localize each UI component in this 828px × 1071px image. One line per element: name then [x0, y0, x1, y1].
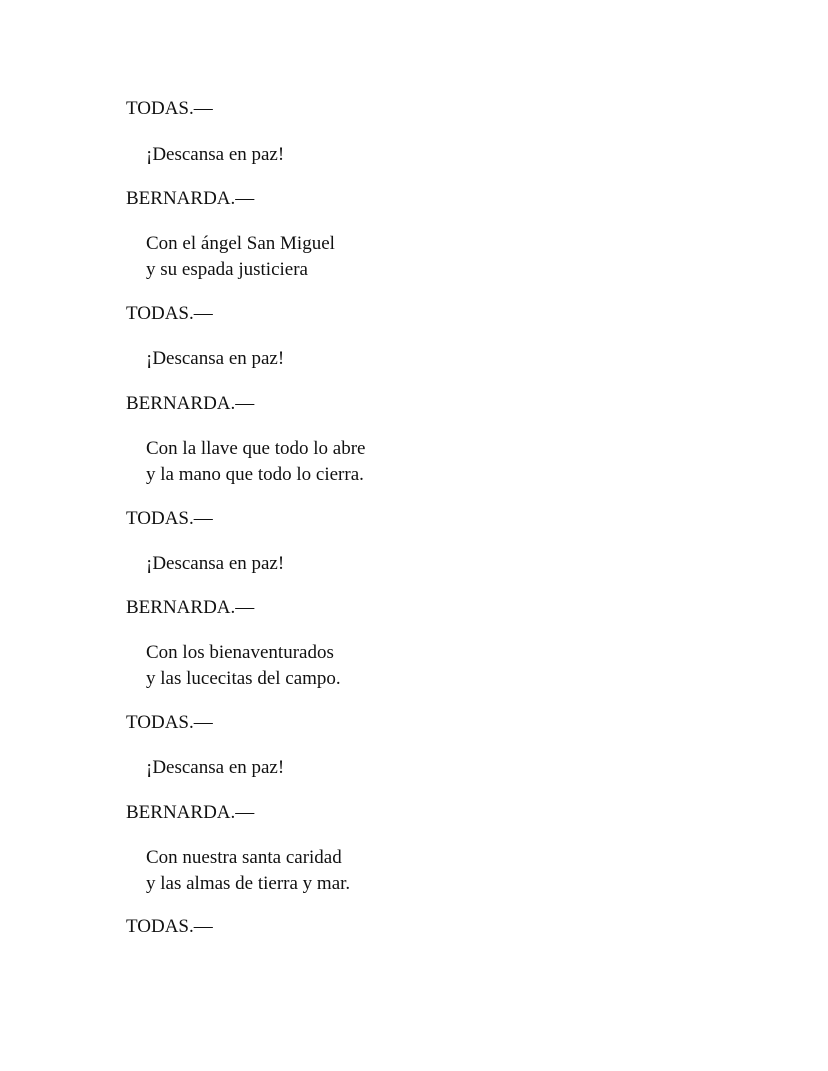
verse-line: ¡Descansa en paz! [146, 144, 285, 165]
speaker-label: TODAS.— [126, 98, 213, 119]
verse [146, 231, 335, 283]
verse-line: ¡Descansa en paz! [146, 553, 285, 574]
verse [146, 551, 284, 577]
verse-line: Con el ángel San Miguel [146, 233, 335, 254]
speaker-label: TODAS.— [126, 712, 213, 733]
verse [146, 845, 350, 897]
verse-line: Con los bienaventurados [146, 642, 334, 663]
verse [146, 142, 284, 168]
speaker-label: BERNARDA.— [126, 188, 255, 209]
speaker-label: BERNARDA.— [126, 393, 255, 414]
speaker-label: TODAS.— [126, 916, 213, 937]
verse-line: y su espada justiciera [146, 259, 308, 280]
verse [146, 755, 284, 781]
verse-line: y la mano que todo lo cierra. [146, 464, 364, 485]
speaker-label: BERNARDA.— [126, 802, 255, 823]
verse [146, 436, 366, 488]
verse [146, 640, 341, 692]
speaker-label: BERNARDA.— [126, 597, 255, 618]
verse-line: y las lucecitas del campo. [146, 668, 341, 689]
verse [146, 346, 284, 372]
speaker-label: TODAS.— [126, 508, 213, 529]
verse-line: Con la llave que todo lo abre [146, 438, 366, 459]
verse-line: ¡Descansa en paz! [146, 757, 285, 778]
verse-line: ¡Descansa en paz! [146, 348, 285, 369]
verse-line: Con nuestra santa caridad [146, 847, 342, 868]
speaker-label: TODAS.— [126, 303, 213, 324]
verse-line: y las almas de tierra y mar. [146, 873, 351, 894]
